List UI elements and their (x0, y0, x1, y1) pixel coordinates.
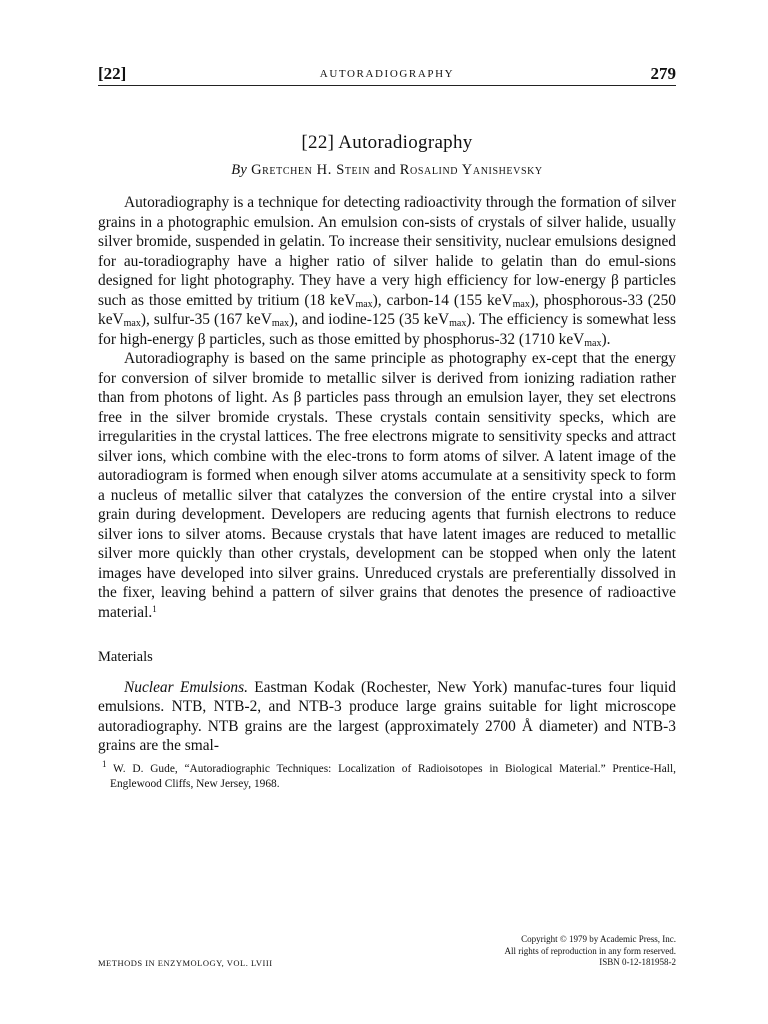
p3-text: Eastman Kodak (Rochester, New York) manufac-tures four liquid emulsions. NTB, NTB-2, and NTB-3 produce large grains suitable for light microscope autoradiography. NTB grains are the largest (approximately 2700 Å diameter) and NTB-3 grains are the smal- (98, 678, 676, 754)
p1-text-6: ). The efficiency is somewhat less for high-energy β particles, such as those emitted by phosphorus-32 (1710 keV (98, 311, 676, 348)
run-in-heading: Nuclear Emulsions. (124, 678, 248, 696)
p1-text-2: ), carbon-14 (155 keV (372, 291, 513, 309)
p1-text-4: ), sulfur-35 (167 keV (140, 311, 272, 328)
subscript-max: max (355, 298, 373, 310)
subscript-max: max (123, 318, 141, 329)
paragraph-1 (98, 193, 676, 349)
p1-text-1: Autoradiography is a technique for detecting radioactivity through the formation of silver grains in a photographic emulsion. An emulsion con-sists of crystals of silver halide, usually silver bromide, suspended in gelatin. To increase their sensitivity, nuclear emulsions designed for au-toradiography have a higher ratio of silver halide to gelatin than do emul-sions designed for light photography. They have a very high efficiency for low-energy β particles such as those emitted by tritium (18 keV (98, 194, 676, 309)
running-head (98, 60, 676, 88)
byline-by: By (231, 162, 248, 178)
journal-line: METHODS IN ENZYMOLOGY, VOL. LVIII (98, 958, 273, 968)
author-1: Gretchen H. Stein (251, 162, 371, 178)
paragraph-2 (98, 349, 676, 622)
subscript-max: max (584, 337, 602, 349)
rights-line: All rights of reproduction in any form reserved. (504, 945, 676, 956)
header-rule (98, 85, 676, 86)
p2-text: Autoradiography is based on the same principle as photography ex-cept that the energy for conversion of silver bromide to metallic silver is derived from ionizing radiation rather than from photons of light. As β particles pass through an emulsion layer, they set electrons free in the silver bromide crystals. These crystals contain sensitivity specks, which are irregularities in the crystal lattices. The free electrons migrate to sensitivity specks and attract silver ions, which combine with the elec-trons to form atoms of silver. A latent image of the autoradiogram is formed when enough silver atoms accumulate at a sensitivity speck to form a nucleus of metallic silver that catalyzes the conversion of the entire crystal into a silver grain during development. Developers are reducing agents that furnish electrons to reduce silver ions to silver atoms. Because crystals that have latent images are reduced to metallic silver more quickly than other crystals, development can be stopped when only the latent images have developed into silver grains. Unreduced crystals are preferentially dissolved in the fixer, leaving behind a pattern of silver grains that denotes the presence of radioactive material. (98, 350, 676, 621)
p1-text-7: ). (601, 330, 611, 348)
page-footer (98, 932, 676, 982)
page-number: 279 (650, 64, 676, 83)
footnote-mark: 1 (102, 758, 107, 769)
subscript-max: max (271, 318, 290, 329)
footnote (98, 758, 676, 792)
footnote-text: W. D. Gude, “Autoradiographic Techniques: Localization of Radioisotopes in Biological Material.” Prentice-Hall, Englewood Cliffs, New Jersey, 1968. (106, 762, 676, 790)
footnote-reference: 1 (152, 603, 157, 614)
subscript-max: max (449, 318, 467, 329)
running-head-title: AUTORADIOGRAPHY (319, 68, 455, 80)
p1-text-3: ), phosphorous-33 (250 keV (98, 291, 677, 328)
section-heading: Materials (98, 649, 153, 665)
isbn-line: ISBN 0-12-181958-2 (599, 957, 676, 967)
byline (98, 162, 676, 179)
p1-text-5: ), and iodine-125 (35 keV (289, 311, 450, 328)
copyright-block (505, 934, 676, 969)
chapter-title: [22] Autoradiography (301, 132, 473, 153)
page (98, 60, 677, 968)
running-head-chapter-number: [22] (98, 64, 127, 83)
subscript-max: max (512, 298, 530, 310)
author-2: Rosalind Yanishevsky (399, 162, 543, 178)
copyright-line: Copyright © 1979 by Academic Press, Inc. (521, 934, 676, 944)
paragraph-3 (98, 678, 676, 756)
byline-and: and (373, 162, 396, 178)
body-text (98, 193, 676, 756)
